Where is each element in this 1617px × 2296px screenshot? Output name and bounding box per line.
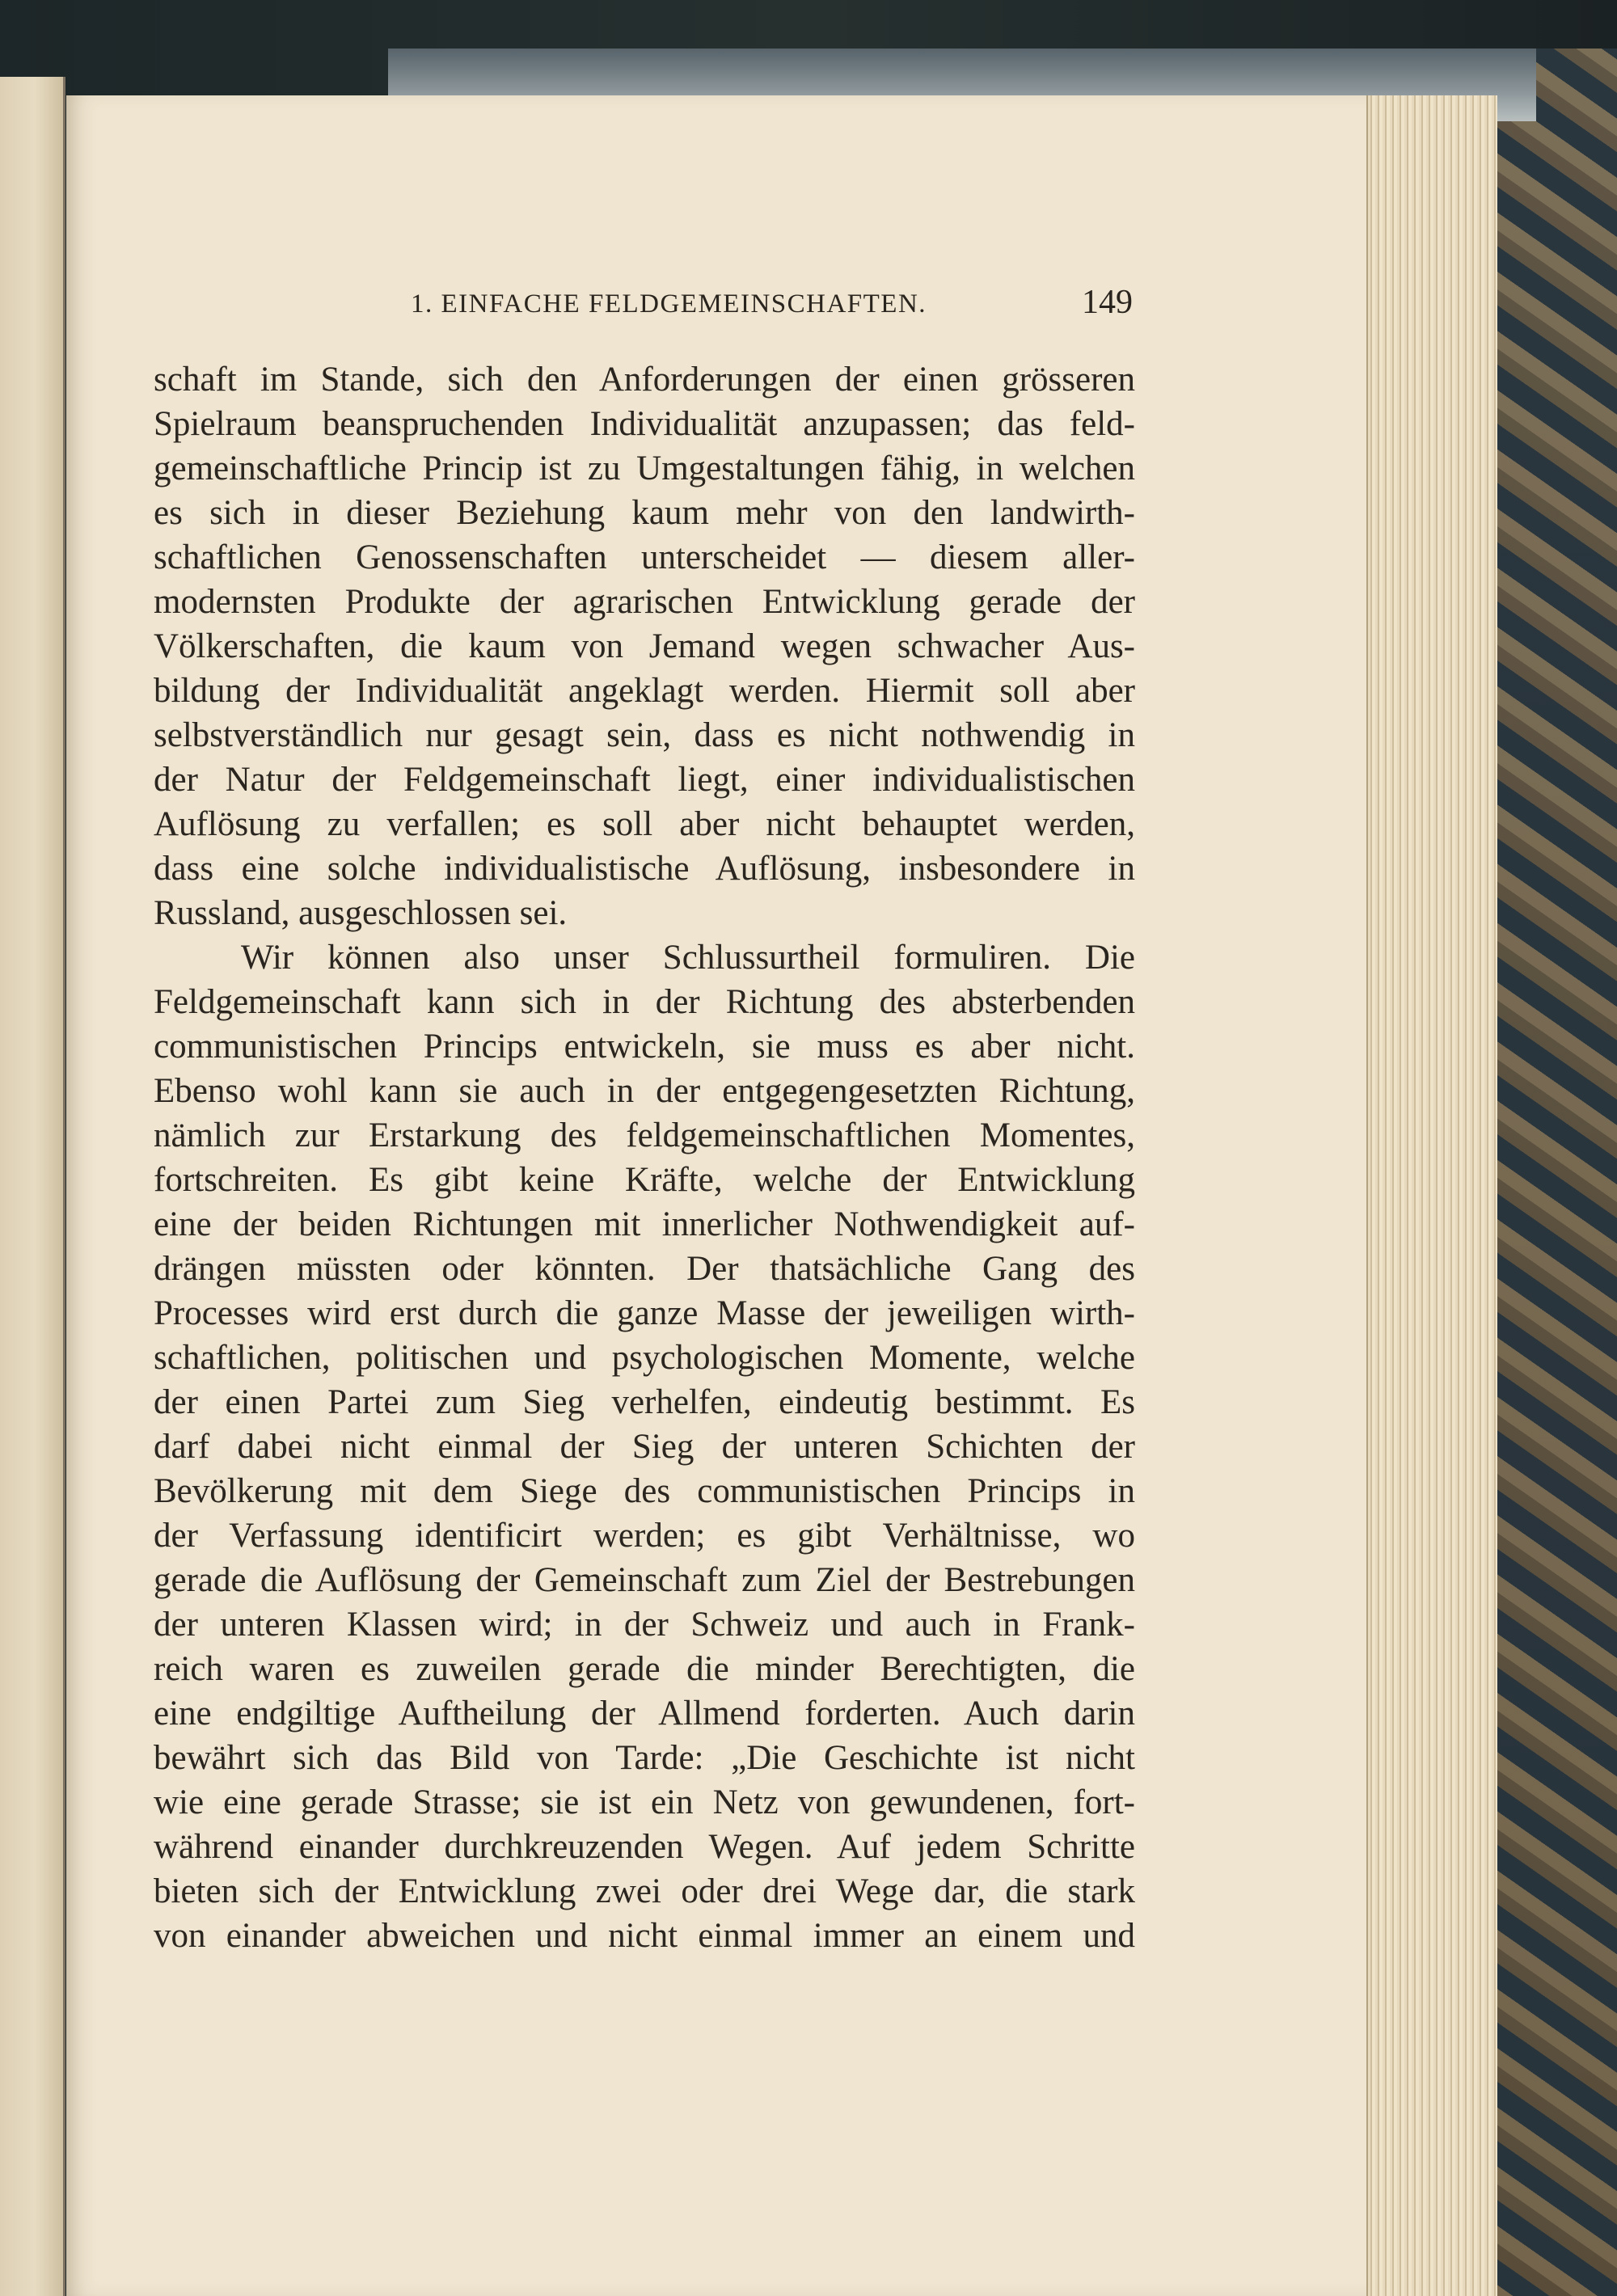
text-line: der einen Partei zum Sieg verhelfen, eindeutig bestimmt. Es xyxy=(154,1383,1135,1421)
text-line: bewährt sich das Bild von Tarde: „Die Geschichte ist nicht xyxy=(154,1739,1135,1777)
text-line: Bevölkerung mit dem Siege des communistischen Princips in xyxy=(154,1472,1135,1510)
text-line: Processes wird erst durch die ganze Masse der jeweiligen wirth- xyxy=(154,1294,1135,1332)
text-line: gemeinschaftliche Princip ist zu Umgestaltungen fähig, in welchen xyxy=(154,449,1135,487)
text-line: Völkerschaften, die kaum von Jemand wegen schwacher Aus- xyxy=(154,627,1135,665)
text-line: wie eine gerade Strasse; sie ist ein Netz von gewundenen, fort- xyxy=(154,1783,1135,1821)
text-line: der unteren Klassen wird; in der Schweiz und auch in Frank- xyxy=(154,1606,1135,1644)
text-line: schaftlichen Genossenschaften unterscheidet — diesem aller- xyxy=(154,538,1135,576)
text-line: bildung der Individualität angeklagt werden. Hiermit soll aber xyxy=(154,672,1135,710)
page-number: 149 xyxy=(1082,284,1133,321)
text-line: Auflösung zu verfallen; es soll aber nicht behauptet werden, xyxy=(154,805,1135,843)
text-line: Feldgemeinschaft kann sich in der Richtung des absterbenden xyxy=(154,983,1135,1021)
paragraph-first-line: Wir können also unser Schlussurtheil formuliren. Die xyxy=(241,939,1135,977)
text-line: darf dabei nicht einmal der Sieg der unteren Schichten der xyxy=(154,1428,1135,1466)
text-line: Ebenso wohl kann sie auch in der entgegengesetzten Richtung, xyxy=(154,1072,1135,1110)
text-line: der Verfassung identificirt werden; es gibt Verhältnisse, wo xyxy=(154,1517,1135,1555)
text-line: fortschreiten. Es gibt keine Kräfte, welche der Entwicklung xyxy=(154,1161,1135,1199)
page-edge-stack xyxy=(1366,95,1497,2296)
text-line: bieten sich der Entwicklung zwei oder drei Wege dar, die stark xyxy=(154,1872,1135,1910)
text-line: es sich in dieser Beziehung kaum mehr von den landwirth- xyxy=(154,494,1135,532)
text-line: Russland, ausgeschlossen sei. xyxy=(154,894,568,932)
text-line: selbstverständlich nur gesagt sein, dass es nicht nothwendig in xyxy=(154,716,1135,754)
text-line: modernsten Produkte der agrarischen Entwicklung gerade der xyxy=(154,583,1135,621)
text-line: communistischen Princips entwickeln, sie muss es aber nicht. xyxy=(154,1028,1135,1066)
text-line: während einander durchkreuzenden Wegen. Auf jedem Schritte xyxy=(154,1828,1135,1866)
text-line: Spielraum beanspruchenden Individualität anzupassen; das feld- xyxy=(154,405,1135,443)
running-head: 1. EINFACHE FELDGEMEINSCHAFTEN. xyxy=(411,289,927,319)
text-line: gerade die Auflösung der Gemeinschaft zum Ziel der Bestrebungen xyxy=(154,1561,1135,1599)
text-line: drängen müssten oder könnten. Der thatsächliche Gang des xyxy=(154,1250,1135,1288)
text-line: reich waren es zuweilen gerade die minder Berechtigten, die xyxy=(154,1650,1135,1688)
text-line: eine endgiltige Auftheilung der Allmend forderten. Auch darin xyxy=(154,1695,1135,1733)
previous-page-edge xyxy=(0,77,65,2296)
text-line: schaftlichen, politischen und psychologischen Momente, welche xyxy=(154,1339,1135,1377)
text-line: von einander abweichen und nicht einmal immer an einem und xyxy=(154,1917,1135,1955)
marbled-cover-board xyxy=(1488,49,1617,2296)
text-line: dass eine solche individualistische Auflösung, insbesondere in xyxy=(154,850,1135,888)
text-line: eine der beiden Richtungen mit innerlicher Nothwendigkeit auf- xyxy=(154,1205,1135,1243)
text-line: schaft im Stande, sich den Anforderungen der einen grösseren xyxy=(154,361,1135,399)
text-line: der Natur der Feldgemeinschaft liegt, einer individualistischen xyxy=(154,761,1135,799)
text-line: nämlich zur Erstarkung des feldgemeinschaftlichen Momentes, xyxy=(154,1116,1135,1154)
body-text xyxy=(154,357,1135,1958)
